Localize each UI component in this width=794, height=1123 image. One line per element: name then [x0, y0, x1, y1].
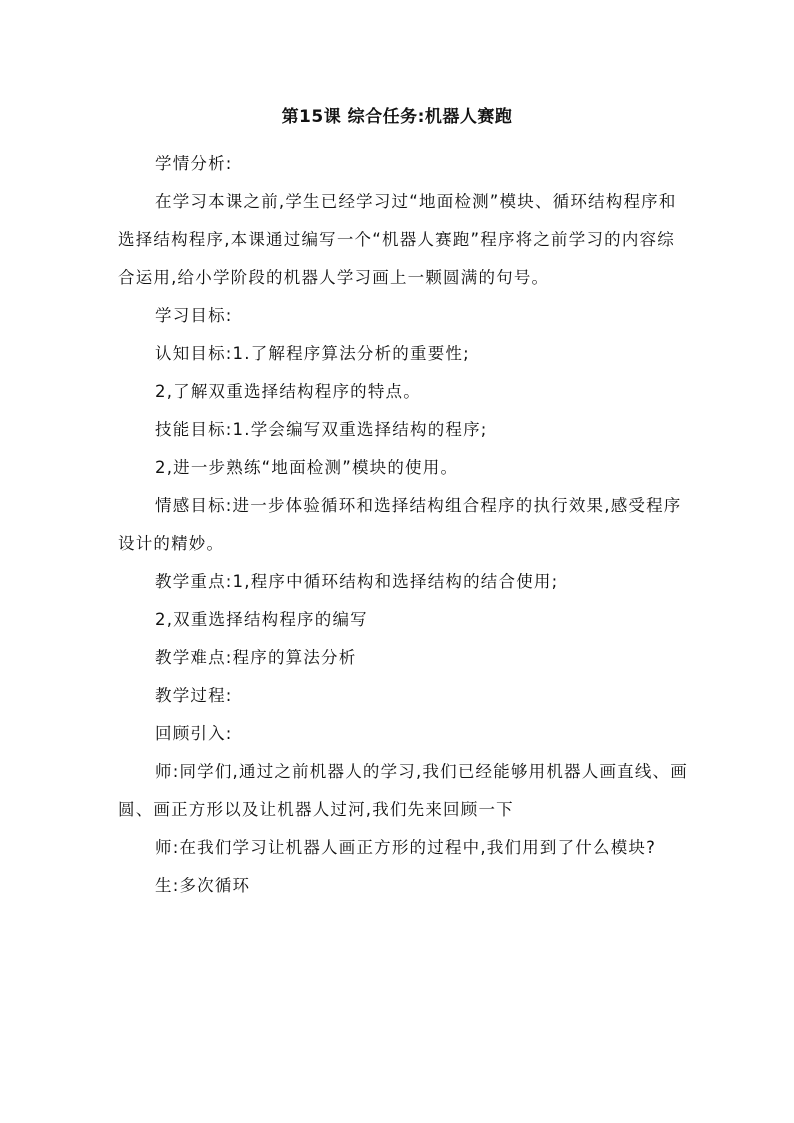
- paragraph-key-point-1: 教学重点:1,程序中循环结构和选择结构的结合使用;: [155, 572, 559, 591]
- paragraph-teacher-2: 师:在我们学习让机器人画正方形的过程中,我们用到了什么模块?: [155, 838, 657, 857]
- page-title: 第15课 综合任务:机器人赛跑: [281, 107, 513, 127]
- paragraph-heading-process: 教学过程:: [155, 686, 233, 705]
- paragraph-difficult-point: 教学难点:程序的算法分析: [155, 648, 357, 667]
- paragraph-heading-objectives: 学习目标:: [155, 306, 233, 325]
- paragraph-heading-learner-analysis: 学情分析:: [155, 154, 233, 173]
- paragraph-heading-review: 回顾引入:: [155, 724, 233, 743]
- paragraph-cognitive-objective-1: 认知目标:1.了解程序算法分析的重要性;: [155, 344, 470, 363]
- paragraph-emotional-objective: 情感目标:进一步体验循环和选择结构组合程序的执行效果,感受程序设计的精妙。: [118, 496, 682, 553]
- document-body: [118, 145, 688, 905]
- paragraph-student-1: 生:多次循环: [155, 876, 251, 895]
- paragraph-teacher-1: 师:同学们,通过之前机器人的学习,我们已经能够用机器人画直线、画圆、画正方形以及让机器人过河,我们先来回顾一下: [118, 762, 688, 819]
- paragraph-learner-analysis: 在学习本课之前,学生已经学习过“地面检测”模块、循环结构程序和选择结构程序,本课通过编写一个“机器人赛跑”程序将之前学习的内容综合运用,给小学阶段的机器人学习画上一颗圆满的句号。: [118, 192, 677, 287]
- paragraph-skill-objective-1: 技能目标:1.学会编写双重选择结构的程序;: [155, 420, 488, 439]
- paragraph-skill-objective-2: 2,进一步熟练“地面检测”模块的使用。: [155, 458, 459, 477]
- paragraph-cognitive-objective-2: 2,了解双重选择结构程序的特点。: [155, 382, 421, 401]
- paragraph-key-point-2: 2,双重选择结构程序的编写: [155, 610, 368, 629]
